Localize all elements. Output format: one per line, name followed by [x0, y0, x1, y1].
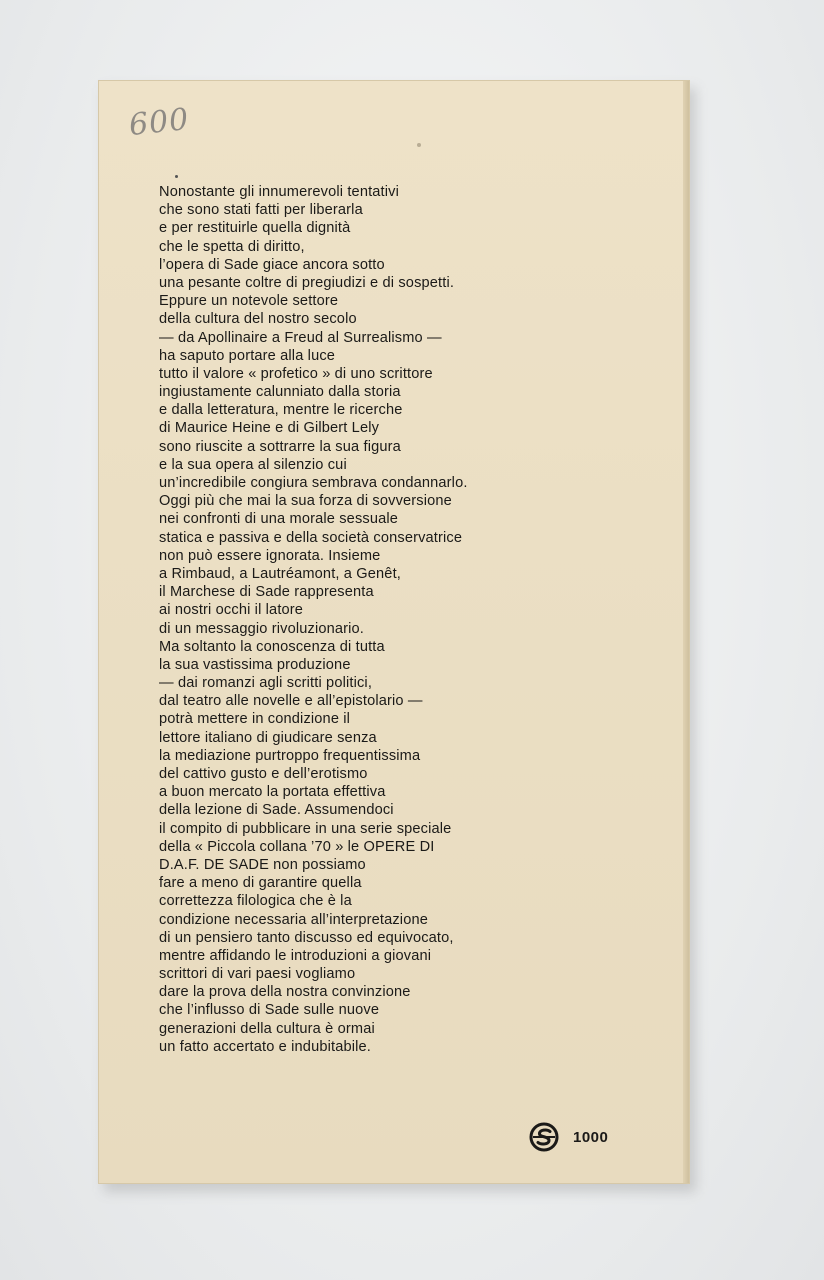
blurb-line: a Rimbaud, a Lautréamont, a Genêt, — [159, 565, 401, 582]
series-number: 1000 — [573, 1128, 609, 1146]
blurb-line: che sono stati fatti per liberarla — [159, 202, 363, 219]
publisher-mark — [529, 1122, 608, 1152]
blurb-line: dal teatro alle novelle e all’epistolario — — [159, 693, 423, 710]
blurb-line: nei confronti di una morale sessuale — [159, 511, 399, 528]
blurb-line: della « Piccola collana ’70 » le OPERE DI — [159, 838, 435, 855]
blurb-line: Ma soltanto la conoscenza di tutta — [159, 638, 385, 655]
blurb-line: Oggi più che mai la sua forza di sovversione — [159, 493, 452, 510]
blurb-line: della lezione di Sade. Assumendoci — [159, 802, 394, 819]
blurb-line: sono riuscite a sottrarre la sua figura — [159, 438, 401, 455]
blurb-line: correttezza filologica che è la — [159, 893, 352, 910]
blurb-line: statica e passiva e della società conservatrice — [159, 529, 463, 546]
blurb-line: un’incredibile congiura sembrava condannarlo. — [159, 475, 468, 491]
blurb-line: di un messaggio rivoluzionario. — [159, 620, 365, 637]
blurb-line: di Maurice Heine e di Gilbert Lely — [159, 420, 380, 437]
blurb-text — [159, 183, 629, 1056]
blurb-line: scrittori di vari paesi vogliamo — [159, 966, 356, 983]
blurb-line: Eppure un notevole settore — [159, 293, 339, 310]
blurb-line: — da Apollinaire a Freud al Surrealismo — — [159, 329, 442, 346]
blurb-line: che l’influsso di Sade sulle nuove — [159, 1002, 380, 1019]
blurb-line: che le spetta di diritto, — [159, 238, 305, 255]
blurb-line: Nonostante gli innumerevoli tentativi — [159, 184, 399, 200]
blurb-line: della cultura del nostro secolo — [159, 311, 357, 328]
blurb-line: fare a meno di garantire quella — [159, 875, 362, 892]
blurb-line: condizione necessaria all’interpretazione — [159, 911, 428, 928]
blurb-line: ha saputo portare alla luce — [159, 347, 336, 364]
blurb-line: generazioni della cultura è ormai — [159, 1020, 375, 1037]
dust-mark — [175, 175, 178, 178]
blurb-line: potrà mettere in condizione il — [159, 711, 351, 728]
book-edge — [683, 81, 689, 1183]
blurb-line: — dai romanzi agli scritti politici, — [159, 675, 373, 692]
blurb-line: non può essere ignorata. Insieme — [159, 547, 381, 564]
publisher-logo-icon — [529, 1122, 559, 1152]
book-back-cover — [98, 80, 690, 1184]
blurb-line: D.A.F. DE SADE non possiamo — [159, 856, 366, 873]
blurb-line: il Marchese di Sade rappresenta — [159, 584, 374, 601]
blurb-line: e per restituirle quella dignità — [159, 220, 351, 237]
blurb-line: ai nostri occhi il latore — [159, 602, 304, 619]
blurb-line: mentre affidando le introduzioni a giovani — [159, 947, 432, 964]
blurb-line: la sua vastissima produzione — [159, 656, 351, 673]
blurb-line: dare la prova della nostra convinzione — [159, 984, 411, 1001]
blurb-line: la mediazione purtroppo frequentissima — [159, 747, 421, 764]
blurb-line: l’opera di Sade giace ancora sotto — [159, 256, 385, 273]
blurb-line: a buon mercato la portata effettiva — [159, 784, 386, 801]
blurb-line: una pesante coltre di pregiudizi e di sospetti. — [159, 274, 455, 291]
blurb-line: tutto il valore « profetico » di uno scrittore — [159, 365, 433, 382]
blurb-line: il compito di pubblicare in una serie speciale — [159, 820, 452, 837]
blurb-line: un fatto accertato e indubitabile. — [159, 1038, 371, 1055]
blurb-line: del cattivo gusto e dell’erotismo — [159, 766, 368, 782]
blurb-line: lettore italiano di giudicare senza — [159, 729, 377, 746]
handwritten-price: 600 — [127, 101, 191, 144]
blurb-line: ingiustamente calunniato dalla storia — [159, 384, 401, 401]
blurb-line: di un pensiero tanto discusso ed equivocato, — [159, 929, 454, 946]
blurb-line: e la sua opera al silenzio cui — [159, 456, 347, 473]
paper-stain — [417, 143, 421, 147]
blurb-line: e dalla letteratura, mentre le ricerche — [159, 402, 403, 419]
